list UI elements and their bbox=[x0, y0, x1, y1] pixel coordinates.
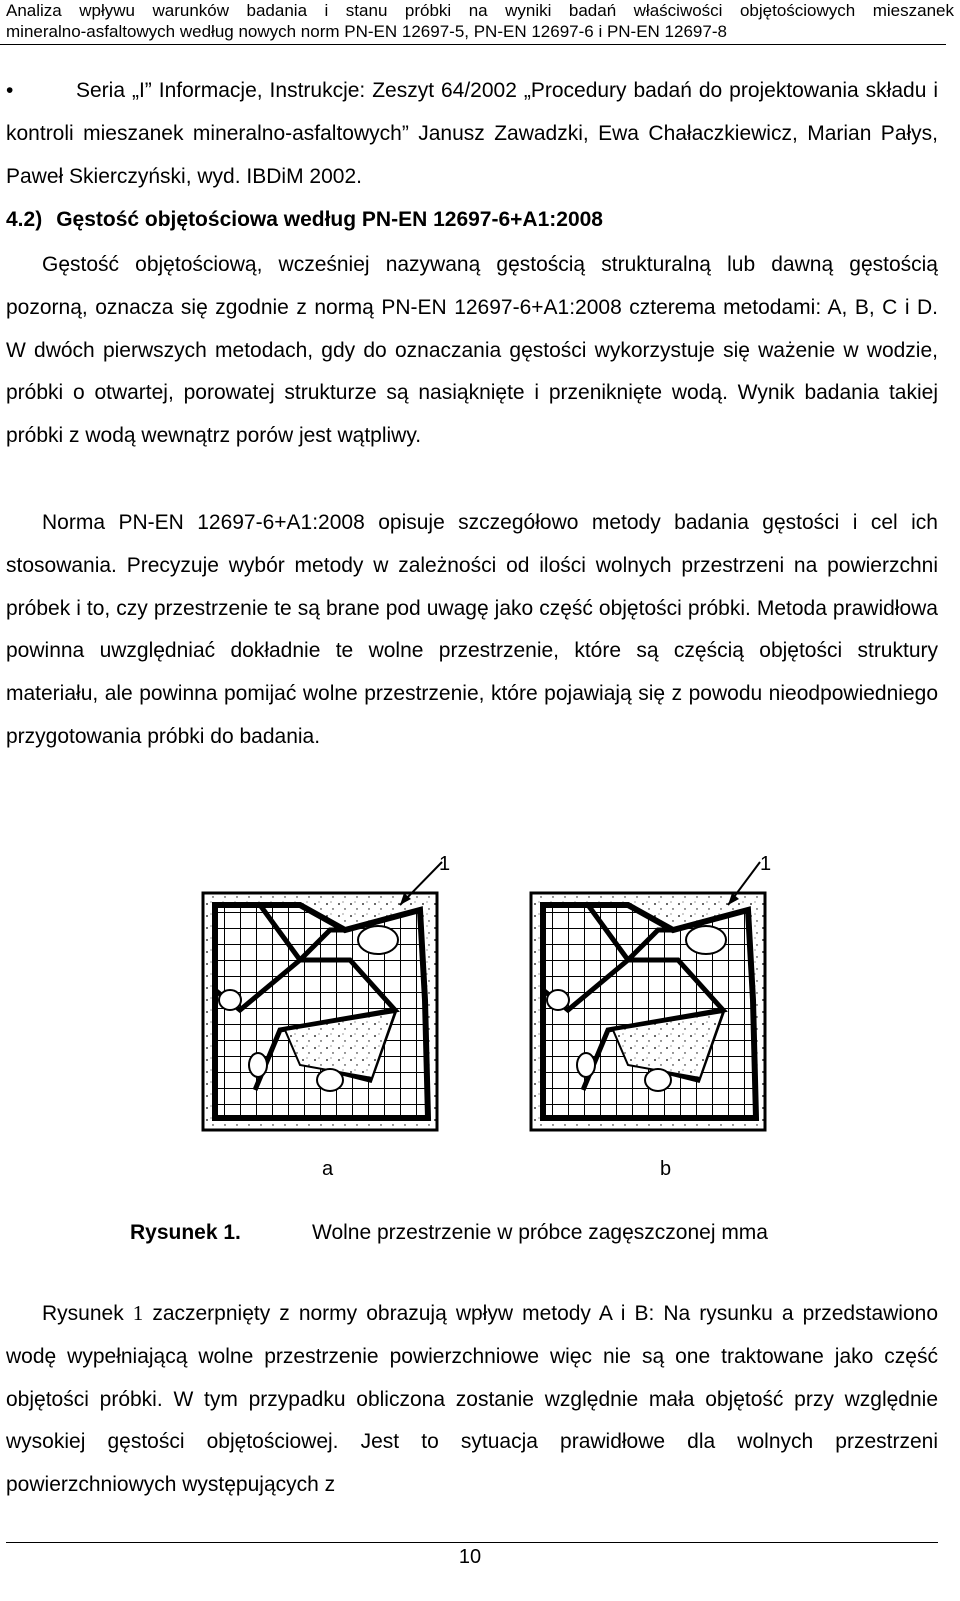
section-title: Gęstość objętościowa według PN-EN 12697-6+A1:2008 bbox=[56, 208, 603, 231]
callout-1-panel-a: 1 bbox=[439, 853, 451, 875]
panel-b bbox=[531, 862, 765, 1130]
paragraph-1: Gęstość objętościową, wcześniej nazywaną gęstością strukturalną lub dawną gęstością pozorną, oznacza się zgodnie z normą PN-EN 12697-6+A1:2008 czterema metodami: A, B, C i D. W dwóch pierwszych metodach, gdy do oznaczania gęstości wykorzystuje się ważenie w wodzie, próbki o otwartej, porowatej strukturze są nasiąknięte i przeniknięte wodą. Wynik badania takiej próbki z wodą wewnątrz porów jest wątpliwy. bbox=[6, 253, 938, 448]
reference-entry: Seria „I” Informacje, Instrukcje: Zeszyt 64/2002 „Procedury badań do projektowania składu i kontroli mieszanek mineralno-asfaltowych” Janusz Zawadzki, Ewa Chałaczkiewicz, Marian Pałys, Paweł Skierczyński, wyd. IBDiM 2002. bbox=[6, 79, 938, 188]
running-header-line-1: Analiza wpływu warunków badania i stanu próbki na wyniki badań właściwości objętościowych mieszanek bbox=[6, 1, 954, 20]
paragraph-3 bbox=[6, 1292, 938, 1507]
paragraph-3-lead: Rysunek bbox=[42, 1302, 133, 1325]
running-header-line-2: mineralno-asfaltowych według nowych norm PN-EN 12697-5, PN-EN 12697-6 i PN-EN 12697-8 bbox=[6, 22, 727, 41]
paragraph-3-body: zaczerpnięty z normy obrazują wpływ metody A i B: Na rysunku a przedstawiono wodę wypełniającą wolne przestrzenie powierzchniowe więc nie są one traktowane jako część objętości próbki. W tym przypadku obliczona zostanie względnie mała objętość przy względnie wysokiej gęstości objętościowej. Jest to sytuacja prawidłowe dla wolnych przestrzeni powierzchniowych występujących z bbox=[6, 1302, 938, 1497]
callout-1-panel-b: 1 bbox=[760, 853, 772, 875]
figure-reference-number: 1 bbox=[132, 1301, 144, 1325]
section-number: 4.2) bbox=[6, 208, 43, 231]
footer-rule bbox=[6, 1542, 938, 1543]
paragraph-2: Norma PN-EN 12697-6+A1:2008 opisuje szczegółowo metody badania gęstości i cel ich stosowania. Precyzuje wybór metody w zależności od ilości wolnych przestrzeni na powierzchni próbek i to, czy przestrzenie te są brane pod uwagę jako część objętości próbki. Metoda prawidłowa powinna uwzględniać dokładnie te wolne przestrzenie, które są częścią objętości struktury materiału, ale powinna pomijać wolne przestrzenie, które pojawiają się z powodu nieodpowiedniego przygotowania próbki do badania. bbox=[6, 511, 938, 748]
figure-caption-label: Rysunek 1. bbox=[130, 1221, 241, 1244]
page-number: 10 bbox=[458, 1546, 482, 1568]
panel-b-label: b bbox=[660, 1158, 672, 1180]
panel-a bbox=[203, 862, 442, 1130]
bullet-glyph: • bbox=[6, 79, 14, 102]
figure-caption-text: Wolne przestrzenie w próbce zagęszczonej mma bbox=[312, 1221, 768, 1244]
panel-a-label: a bbox=[322, 1158, 334, 1180]
